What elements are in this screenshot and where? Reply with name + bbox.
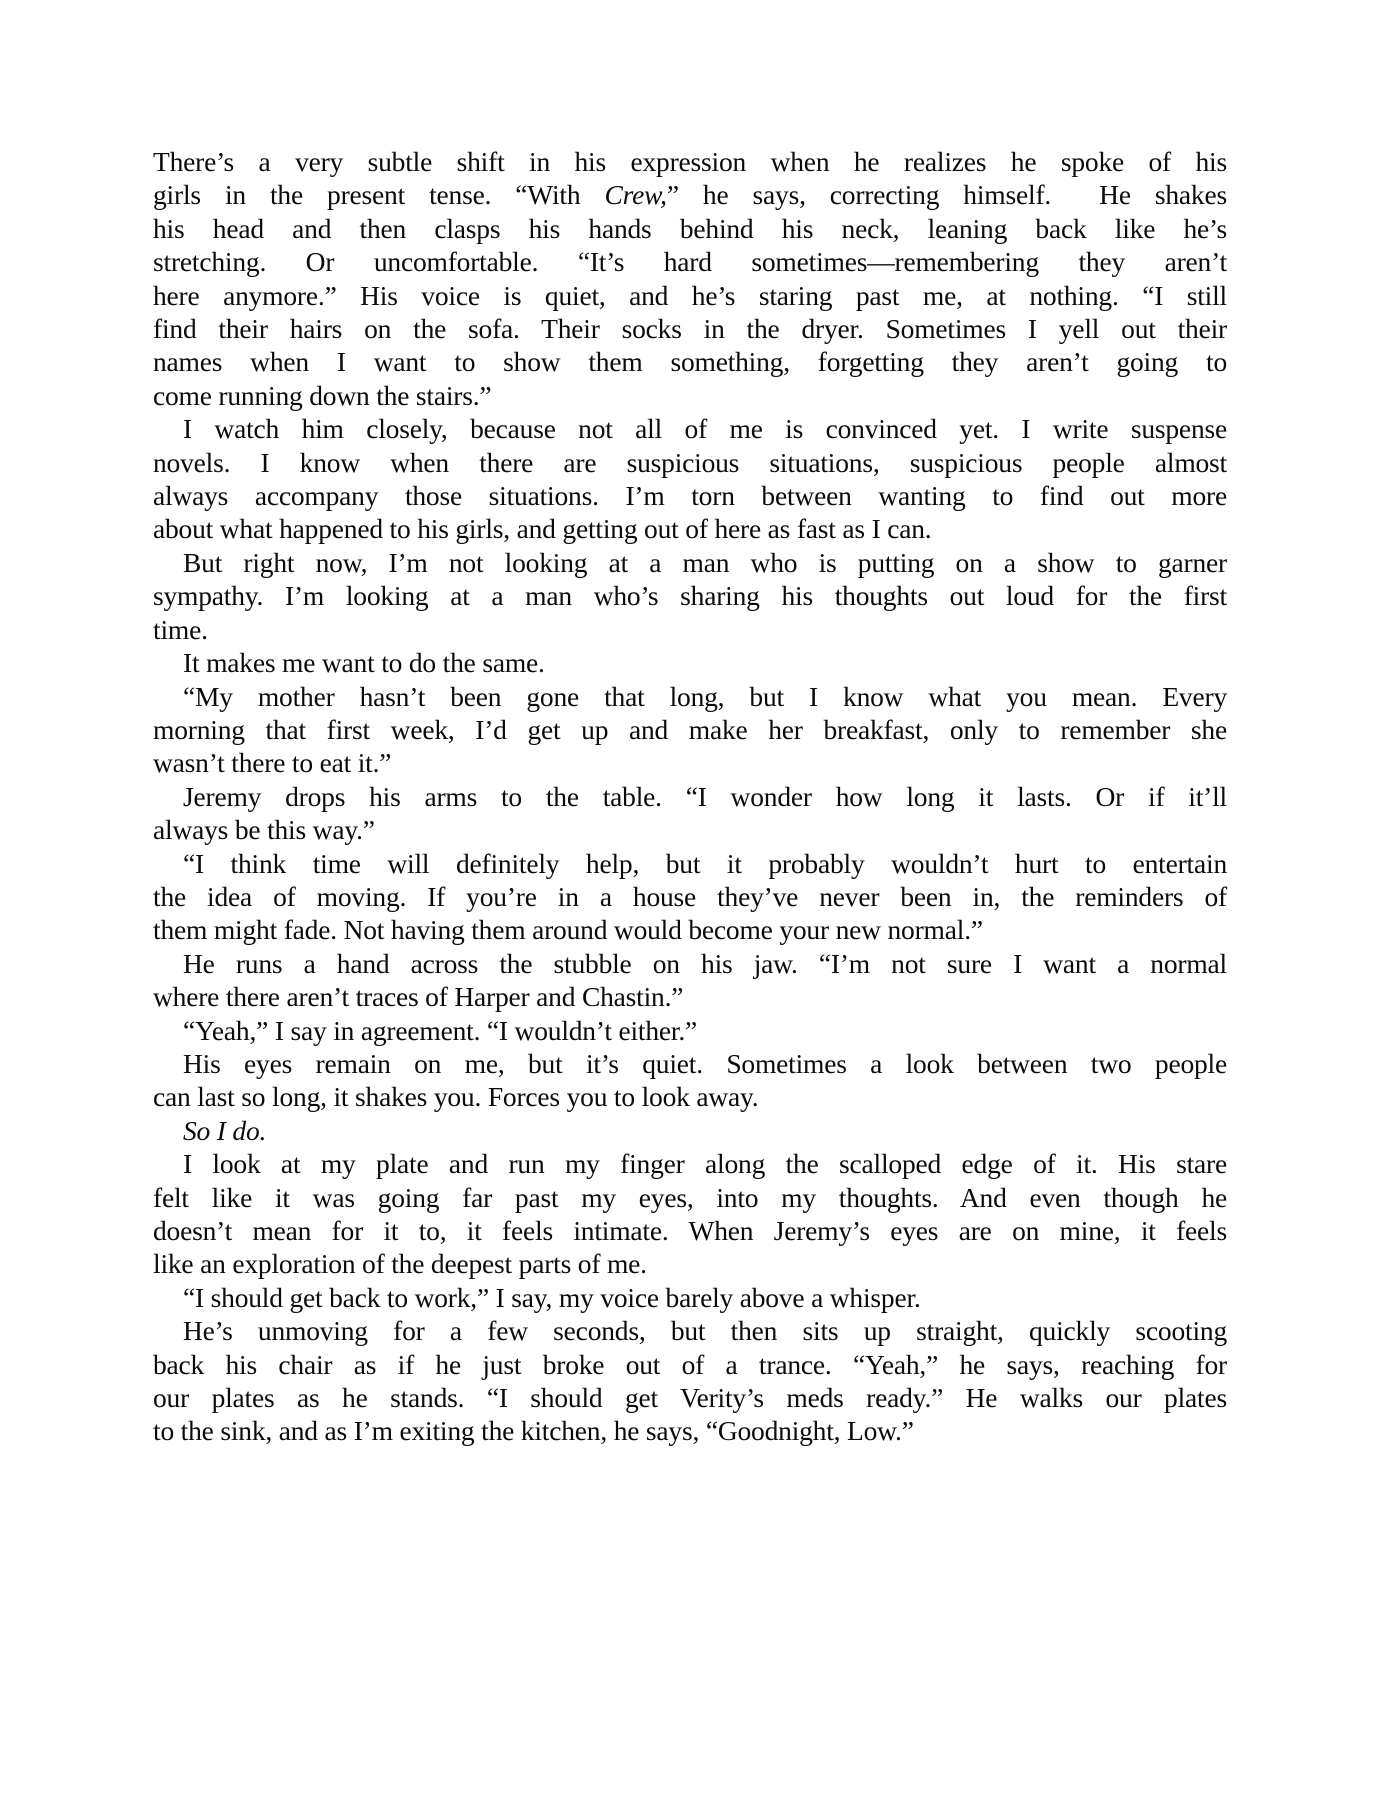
text-segment: time.: [153, 613, 208, 645]
page-text: [153, 145, 1227, 1448]
text-segment: come running down the stairs.”: [153, 379, 492, 411]
text-segment: girls in the present tense. “With: [153, 179, 605, 211]
text-segment: about what happened to his girls, and getting out of here as fast as I can.: [153, 513, 932, 545]
text-segment: morning that first week, I’d get up and make her breakfast, only to remember she: [153, 713, 1227, 745]
text-segment: felt like it was going far past my eyes, into my thoughts. And even though he: [153, 1181, 1227, 1213]
text-line: [153, 613, 1227, 646]
text-segment: doesn’t mean for it to, it feels intimate. When Jeremy’s eyes are on mine, it feels: [153, 1215, 1227, 1246]
paragraph: [153, 646, 1227, 679]
text-line: [153, 1247, 1227, 1280]
paragraph: [153, 145, 1227, 412]
text-line: [153, 279, 1227, 312]
text-line: [153, 546, 1227, 579]
text-segment: “I should get back to work,” I say, my voice barely above a whisper.: [183, 1281, 921, 1313]
text-segment: like an exploration of the deepest parts of me.: [153, 1248, 647, 1280]
text-segment: He runs a hand across the stubble on his jaw. “I’m not sure I want a normal: [183, 947, 1227, 979]
text-segment: find their hairs on the sofa. Their socks in the dryer. Sometimes I yell out their: [153, 313, 1227, 345]
paragraph: [153, 412, 1227, 546]
paragraph: [153, 1014, 1227, 1047]
text-segment: sympathy. I’m looking at a man who’s sharing his thoughts out loud for the first: [153, 580, 1227, 612]
text-segment: Jeremy drops his arms to the table. “I wonder how long it lasts. Or if it’ll: [183, 780, 1227, 812]
text-segment: where there aren’t traces of Harper and Chastin.”: [153, 981, 684, 1013]
text-line: [153, 446, 1227, 479]
text-line: [153, 847, 1227, 880]
text-line: [153, 1348, 1227, 1381]
italic-text-segment: So I do.: [183, 1114, 267, 1146]
text-segment: I watch him closely, because not all of me is convinced yet. I write suspense: [183, 413, 1227, 445]
text-line: [153, 579, 1227, 612]
text-line: [153, 212, 1227, 245]
paragraph: [153, 1281, 1227, 1314]
text-line: [153, 1080, 1227, 1113]
text-line: [153, 1181, 1227, 1214]
text-line: [153, 947, 1227, 980]
text-segment: “My mother hasn’t been gone that long, but I know what you mean. Every: [183, 680, 1227, 712]
text-segment: He’s unmoving for a few seconds, but then sits up straight, quickly scooting: [183, 1315, 1227, 1347]
text-segment: novels. I know when there are suspicious situations, suspicious people almost: [153, 446, 1227, 478]
italic-text-segment: Crew,: [604, 179, 667, 211]
text-segment: his head and then clasps his hands behind his neck, leaning back like he’s: [153, 212, 1227, 244]
paragraph: [153, 1314, 1227, 1448]
text-segment: It makes me want to do the same.: [183, 647, 545, 679]
text-line: [153, 1147, 1227, 1180]
paragraph: [153, 947, 1227, 1014]
text-line: [153, 1414, 1227, 1447]
text-segment: always accompany those situations. I’m torn between wanting to find out more: [153, 480, 1227, 512]
text-segment: to the sink, and as I’m exiting the kitchen, he says, “Goodnight, Low.”: [153, 1415, 914, 1447]
text-segment: our plates as he stands. “I should get Verity’s meds ready.” He walks our plates: [153, 1382, 1227, 1414]
text-line: [153, 746, 1227, 779]
text-line: [153, 880, 1227, 913]
text-line: [153, 412, 1227, 445]
paragraph: [153, 680, 1227, 780]
text-line: [153, 512, 1227, 545]
text-segment: ” he says, correcting himself. He shakes: [666, 179, 1227, 211]
text-line: [153, 1381, 1227, 1414]
text-line: [153, 379, 1227, 412]
text-segment: There’s a very subtle shift in his expression when he realizes he spoke of his: [153, 146, 1227, 177]
text-segment: the idea of moving. If you’re in a house they’ve never been in, the reminders of: [153, 880, 1227, 912]
paragraph: [153, 780, 1227, 847]
text-line: [153, 345, 1227, 378]
text-segment: names when I want to show them something, forgetting they aren’t going to: [153, 346, 1227, 378]
text-line: [153, 178, 1227, 211]
text-line: [153, 479, 1227, 512]
text-line: [153, 813, 1227, 846]
text-line: [153, 680, 1227, 713]
text-line: [153, 1214, 1227, 1247]
text-segment: stretching. Or uncomfortable. “It’s hard sometimes—remembering they aren’t: [153, 246, 1227, 278]
text-line: [153, 1114, 1227, 1147]
paragraph: [153, 847, 1227, 947]
text-segment: But right now, I’m not looking at a man who is putting on a show to garner: [183, 546, 1227, 578]
text-line: [153, 145, 1227, 178]
text-line: [153, 245, 1227, 278]
text-segment: I look at my plate and run my finger along the scalloped edge of it. His stare: [183, 1148, 1227, 1180]
text-line: [153, 1047, 1227, 1080]
text-segment: back his chair as if he just broke out of a trance. “Yeah,” he says, reaching for: [153, 1348, 1227, 1380]
text-segment: here anymore.” His voice is quiet, and he’s staring past me, at nothing. “I still: [153, 279, 1227, 311]
text-line: [153, 312, 1227, 345]
paragraph: [153, 1047, 1227, 1114]
text-line: [153, 913, 1227, 946]
text-line: [153, 1281, 1227, 1314]
paragraph: [153, 1114, 1227, 1147]
text-segment: “I think time will definitely help, but it probably wouldn’t hurt to entertain: [183, 847, 1227, 879]
text-segment: can last so long, it shakes you. Forces you to look away.: [153, 1081, 759, 1113]
text-line: [153, 1014, 1227, 1047]
text-segment: wasn’t there to eat it.”: [153, 747, 392, 779]
text-segment: them might fade. Not having them around would become your new normal.”: [153, 914, 983, 946]
paragraph: [153, 1147, 1227, 1281]
text-line: [153, 713, 1227, 746]
text-line: [153, 980, 1227, 1013]
text-line: [153, 780, 1227, 813]
text-segment: His eyes remain on me, but it’s quiet. Sometimes a look between two people: [183, 1047, 1227, 1079]
text-segment: “Yeah,” I say in agreement. “I wouldn’t either.”: [183, 1014, 698, 1046]
text-segment: always be this way.”: [153, 814, 375, 846]
text-line: [153, 1314, 1227, 1347]
paragraph: [153, 546, 1227, 646]
text-line: [153, 646, 1227, 679]
